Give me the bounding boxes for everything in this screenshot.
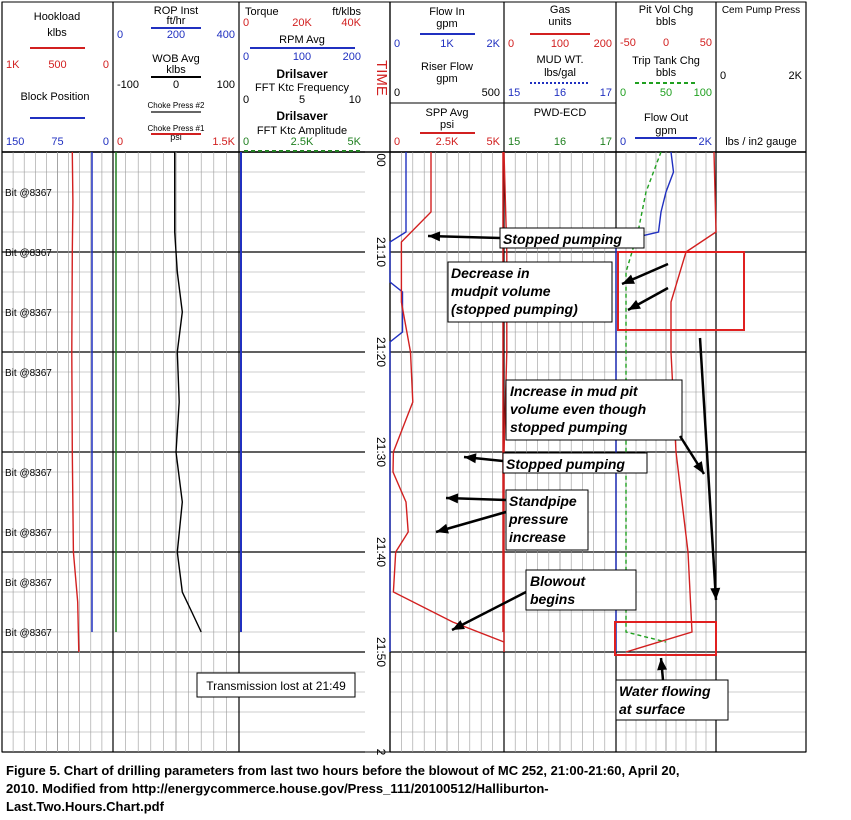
depth-label: Bit @8367	[5, 188, 52, 199]
torque-scale: 20K	[292, 17, 312, 29]
rop-scale: 0	[117, 29, 124, 41]
riser-flow-scale: 500	[481, 87, 500, 99]
spp-scale: 2.5K	[435, 136, 459, 148]
wob-scale: -100	[117, 79, 140, 91]
rpm-scale: 200	[342, 51, 361, 63]
curve-unit: lbs/gal	[544, 67, 576, 79]
depth-label: Bit @8367	[5, 578, 52, 589]
time-tick-label: 21:40	[374, 536, 388, 568]
depth-label: Bit @8367	[5, 308, 52, 319]
rpm-scale: 0	[243, 51, 250, 63]
curve-unit: units	[548, 16, 572, 28]
gas-scale: 0	[508, 38, 515, 50]
annotation-blowout: Blowout	[530, 573, 586, 589]
choke1-scale: 1.5K	[212, 136, 235, 148]
curve-unit: psi	[439, 119, 455, 131]
rop-scale: 400	[216, 29, 235, 41]
curve-name: SPP Avg	[425, 107, 469, 119]
depth-label: Bit @8367	[5, 628, 52, 639]
curve-name: Cem Pump Press	[721, 5, 801, 16]
curve-unit: bbls	[655, 16, 677, 28]
annotation-decrease-mudpit: Decrease in	[451, 265, 530, 281]
curve-name: ROP Inst	[153, 5, 199, 17]
curve-name: WOB Avg	[152, 53, 200, 65]
block-position-scale: 0	[102, 136, 109, 148]
curve-unit: gpm	[436, 73, 458, 85]
curve-unit: lbs / in2 gauge	[725, 136, 797, 148]
curve-unit: psi	[170, 132, 182, 142]
curve-unit: ft/hr	[166, 15, 186, 27]
time-tick-label: 00	[374, 153, 388, 167]
mud-wt-scale: 15	[508, 87, 521, 99]
curve-name: Drilsaver	[276, 67, 328, 81]
curve-name: Trip Tank Chg	[632, 55, 700, 67]
annotation-standpipe-increase: pressure	[509, 511, 569, 527]
annotation-decrease-mudpit: (stopped pumping)	[451, 301, 578, 317]
curve-name: Riser Flow	[421, 61, 473, 73]
annotation-blowout: begins	[530, 591, 576, 607]
frequency-scale: 10	[348, 94, 361, 106]
series-spp-avg	[393, 152, 504, 642]
annotation-standpipe-increase: Standpipe	[509, 493, 577, 509]
caption-line: 2010. Modified from http://energycommerce.house.gov/Press_111/20100512/Halliburton-	[6, 781, 549, 796]
curve-name: Torque	[245, 6, 279, 18]
curve-name: RPM Avg	[279, 34, 325, 46]
pit-vol-scale: 0	[662, 37, 670, 49]
frequency-scale: 0	[243, 94, 250, 106]
curve-name: Block Position	[20, 91, 90, 103]
annotation-stopped-pumping-2: Stopped pumping	[506, 456, 625, 472]
trip-tank-scale: 50	[659, 87, 673, 99]
depth-label: Bit @8367	[5, 468, 52, 479]
hookload-scale: 1K	[6, 59, 20, 71]
spp-scale: 5K	[486, 136, 500, 148]
rpm-scale: 100	[292, 51, 312, 63]
pwd-ecd-scale: 15	[508, 136, 521, 148]
riser-flow-scale: 0	[394, 87, 401, 99]
amplitude-scale: 2.5K	[290, 136, 314, 148]
annotation-arrowhead	[428, 231, 440, 241]
annotation-increase-mudpit: volume even though	[510, 401, 647, 417]
time-tick-label: 21:50	[374, 636, 388, 668]
flow-out-scale: 2K	[698, 136, 712, 148]
choke1-scale: 0	[117, 136, 124, 148]
curve-unit: klbs	[166, 64, 186, 76]
curve-unit: bbls	[655, 67, 677, 79]
time-tick-label: 21:10	[374, 236, 388, 268]
curve-name: Gas	[549, 4, 571, 16]
curve-name: Hookload	[33, 11, 81, 23]
flow-in-scale: 1K	[440, 38, 454, 50]
curve-name: FFT Ktc Frequency	[255, 82, 349, 94]
curve-name: Drilsaver	[276, 109, 328, 123]
figure-caption	[6, 762, 846, 816]
annotation-arrowhead	[446, 493, 458, 503]
pit-vol-scale: 50	[699, 37, 712, 49]
annotation-increase-mudpit: Increase in mud pit	[510, 383, 638, 399]
time-tick-label: 21:20	[374, 336, 388, 368]
curve-unit: ft/klbs	[332, 6, 361, 18]
flow-out-scale: 0	[620, 136, 627, 148]
highlight-box	[618, 252, 744, 330]
annotation-water-flowing: at surface	[619, 701, 686, 717]
curve-unit: klbs	[47, 27, 67, 39]
caption-line: Last.Two.Hours.Chart.pdf	[6, 799, 164, 814]
curve-unit: gpm	[655, 125, 677, 137]
pwd-ecd-scale: 16	[553, 136, 567, 148]
curve-name: Choke Press #2	[147, 101, 205, 110]
wob-scale: 0	[172, 79, 180, 91]
cem-pump-scale: 2K	[788, 70, 802, 82]
pit-vol-scale: -50	[620, 37, 636, 49]
series-hookload	[72, 152, 79, 652]
torque-scale: 0	[243, 17, 250, 29]
cem-pump-scale: 0	[720, 70, 727, 82]
curve-unit: gpm	[436, 18, 458, 30]
rop-scale: 200	[166, 29, 186, 41]
flow-in-scale: 0	[394, 38, 401, 50]
time-axis-title: TIME	[373, 60, 390, 96]
curve-name: FFT Ktc Amplitude	[256, 125, 348, 137]
annotation-water-flowing: Water flowing	[619, 683, 711, 699]
block-position-scale: 150	[6, 136, 25, 148]
mud-wt-scale: 16	[553, 87, 567, 99]
flow-in-scale: 2K	[486, 38, 500, 50]
depth-label: Bit @8367	[5, 248, 52, 259]
amplitude-scale: 5K	[347, 136, 361, 148]
spp-scale: 0	[394, 136, 401, 148]
curve-name: MUD WT.	[536, 54, 584, 66]
frequency-scale: 5	[298, 94, 306, 106]
annotation-increase-mudpit: stopped pumping	[510, 419, 628, 435]
curve-name: PWD-ECD	[533, 107, 587, 119]
curve-name: Flow In	[429, 6, 465, 18]
depth-label: Bit @8367	[5, 368, 52, 379]
annotation-stopped-pumping: Stopped pumping	[503, 231, 622, 247]
gas-scale: 100	[550, 38, 570, 50]
pwd-ecd-scale: 17	[599, 136, 612, 148]
time-tick-label: 2	[374, 748, 388, 756]
annotation-arrowhead	[710, 588, 720, 600]
time-tick-label: 21:30	[374, 436, 388, 468]
block-position-scale: 75	[51, 136, 64, 148]
series-flow-in	[390, 152, 406, 652]
trip-tank-scale: 100	[693, 87, 712, 99]
caption-line: Figure 5. Chart of drilling parameters from last two hours before the blowout of MC 252, 21:00-21:60, April 20,	[6, 763, 680, 778]
wob-scale: 100	[216, 79, 235, 91]
torque-scale: 40K	[341, 17, 361, 29]
depth-label: Bit @8367	[5, 528, 52, 539]
annotation-transmission-lost: Transmission lost at 21:49	[206, 679, 346, 693]
mud-wt-scale: 17	[599, 87, 612, 99]
annotation-standpipe-increase: increase	[509, 529, 566, 545]
hookload-scale: 500	[48, 59, 67, 71]
amplitude-scale: 0	[243, 136, 250, 148]
gas-scale: 200	[593, 38, 612, 50]
annotation-decrease-mudpit: mudpit volume	[451, 283, 551, 299]
curve-name: Pit Vol Chg	[638, 4, 694, 16]
curve-name: Flow Out	[643, 112, 689, 124]
curve-name: Choke Press #1	[147, 124, 205, 133]
trip-tank-scale: 0	[620, 87, 627, 99]
hookload-scale: 0	[102, 59, 109, 71]
